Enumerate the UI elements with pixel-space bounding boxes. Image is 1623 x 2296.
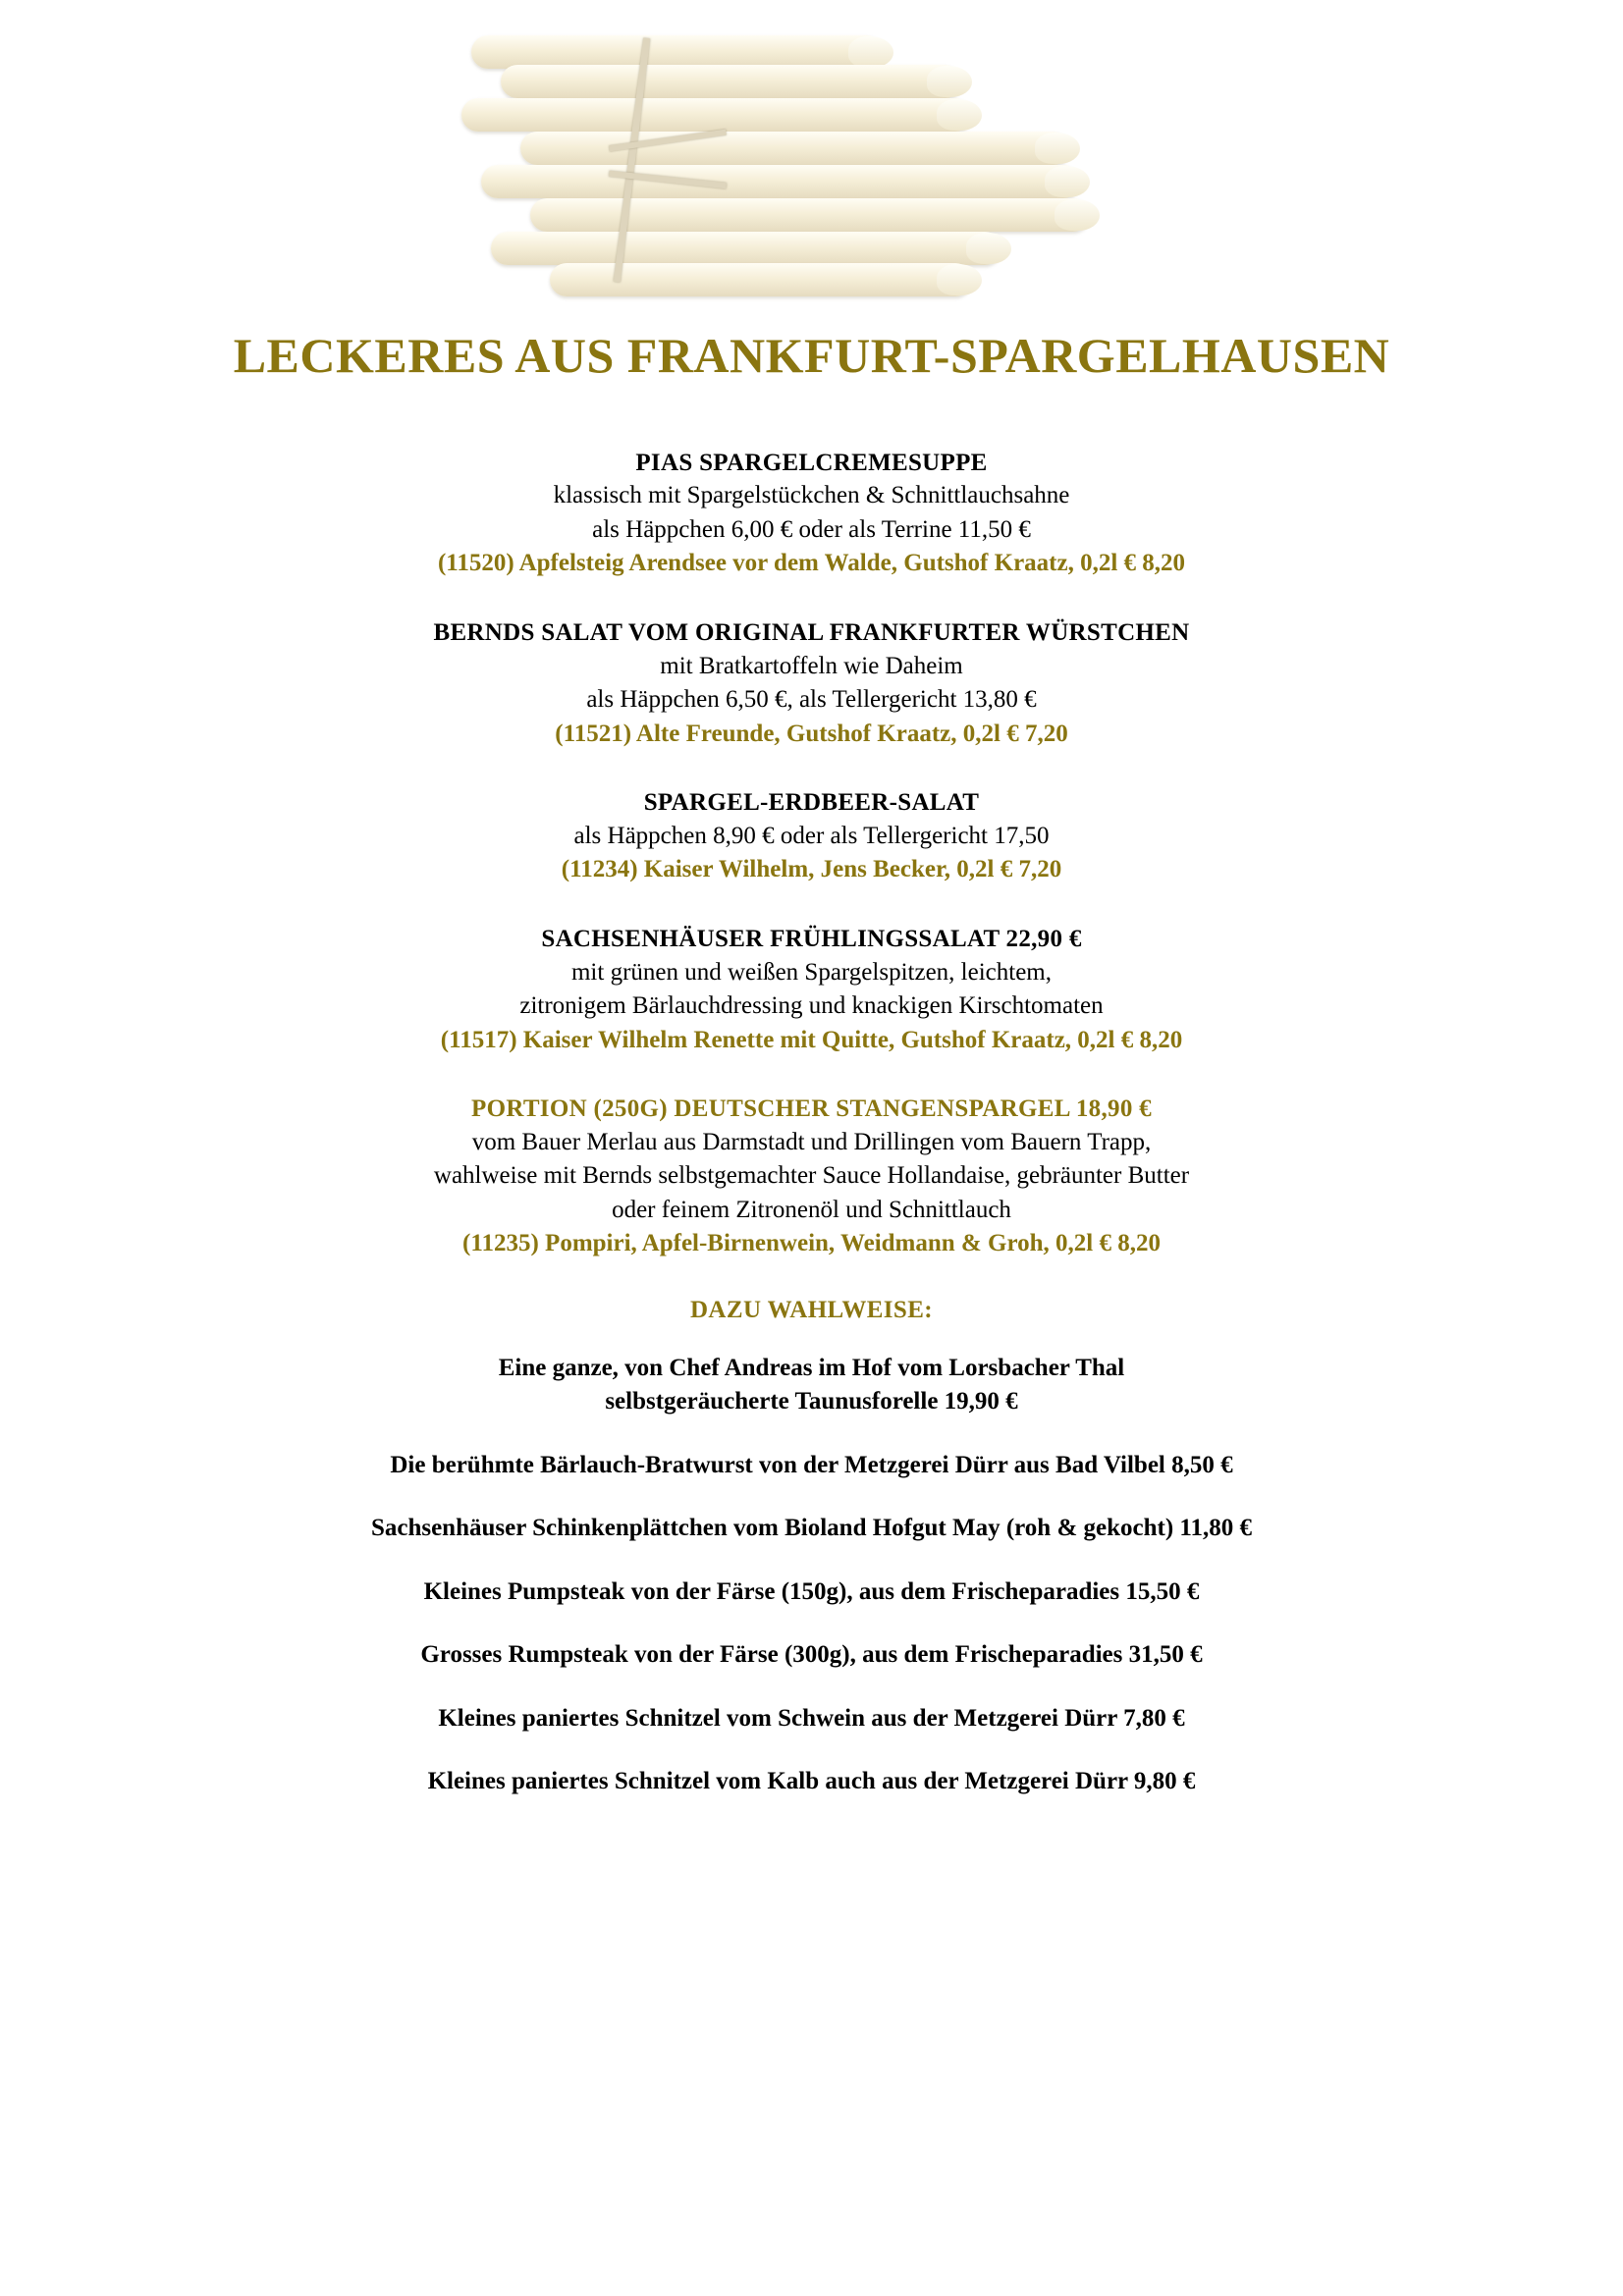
list-item bbox=[118, 1575, 1505, 1610]
side-item-line: Grosses Rumpsteak von der Färse (300g), aus dem Frischeparadies 31,50 € bbox=[420, 1641, 1203, 1669]
menu-item-name: PIAS SPARGELCREMESUPPE bbox=[635, 449, 988, 476]
side-item-line: Kleines paniertes Schnitzel vom Schwein aus der Metzgerei Dürr 7,80 € bbox=[438, 1704, 1185, 1732]
menu-item-wine-pairing: (11520) Apfelsteig Arendsee vor dem Walde, Gutshof Kraatz, 0,2l € 8,20 bbox=[437, 550, 1186, 577]
menu-item bbox=[118, 616, 1505, 751]
side-item-line: Die berühmte Bärlauch-Bratwurst von der Metzgerei Dürr aus Bad Vilbel 8,50 € bbox=[390, 1451, 1233, 1478]
list-item bbox=[118, 1638, 1505, 1673]
menu-item-name: SACHSENHÄUSER FRÜHLINGSSALAT 22,90 € bbox=[541, 925, 1082, 952]
list-item bbox=[118, 1702, 1505, 1736]
side-item-line: selbstgeräucherte Taunusforelle 19,90 € bbox=[605, 1388, 1018, 1415]
menu-item-name: SPARGEL-ERDBEER-SALAT bbox=[643, 789, 980, 816]
menu-item-description-line: zitronigem Bärlauchdressing und knackigen Kirschtomaten bbox=[519, 992, 1104, 1019]
menu-item bbox=[118, 923, 1505, 1057]
menu-item-name: PORTION (250G) DEUTSCHER STANGENSPARGEL 18,90 € bbox=[471, 1095, 1152, 1122]
page-title: LECKERES AUS FRANKFURT-SPARGELHAUSEN bbox=[233, 328, 1390, 383]
menu-item-wine-pairing: (11521) Alte Freunde, Gutshof Kraatz, 0,2l € 7,20 bbox=[555, 720, 1068, 747]
header-image bbox=[0, 0, 1623, 324]
menu-item-wine-pairing: (11517) Kaiser Wilhelm Renette mit Quitte, Gutshof Kraatz, 0,2l € 8,20 bbox=[440, 1026, 1183, 1053]
menu-list bbox=[0, 447, 1623, 1799]
menu-item-name: BERNDS SALAT VOM ORIGINAL FRANKFURTER WÜRSTCHEN bbox=[433, 618, 1190, 646]
menu-item-description-line: klassisch mit Spargelstückchen & Schnittlauchsahne bbox=[553, 482, 1070, 509]
menu-item bbox=[118, 1093, 1505, 1261]
menu-item-price-line: als Häppchen 6,00 € oder als Terrine 11,50 € bbox=[592, 515, 1031, 543]
menu-item-price-line: als Häppchen 6,50 €, als Tellergericht 13,80 € bbox=[586, 686, 1037, 713]
side-item-line: Kleines paniertes Schnitzel vom Kalb auch aus der Metzgerei Dürr 9,80 € bbox=[427, 1768, 1196, 1795]
side-item-line: Kleines Pumpsteak von der Färse (150g), aus dem Frischeparadies 15,50 € bbox=[423, 1577, 1200, 1605]
side-item-line: Sachsenhäuser Schinkenplättchen vom Bioland Hofgut May (roh & gekocht) 11,80 € bbox=[370, 1515, 1253, 1542]
menu-item-wine-pairing: (11235) Pompiri, Apfel-Birnenwein, Weidmann & Groh, 0,2l € 8,20 bbox=[462, 1230, 1161, 1257]
menu-item-description-line: vom Bauer Merlau aus Darmstadt und Drillingen vom Bauern Trapp, bbox=[471, 1128, 1152, 1155]
menu-item-description-line: mit grünen und weißen Spargelspitzen, leichtem, bbox=[570, 958, 1052, 986]
menu-item-description-line: wahlweise mit Bernds selbstgemachter Sauce Hollandaise, gebräunter Butter bbox=[433, 1162, 1190, 1190]
list-item bbox=[118, 1512, 1505, 1546]
menu-item-price-line: als Häppchen 8,90 € oder als Tellergericht 17,50 bbox=[573, 822, 1050, 849]
menu-item-description-line: oder feinem Zitronenöl und Schnittlauch bbox=[612, 1196, 1011, 1223]
list-item bbox=[118, 1449, 1505, 1483]
list-item bbox=[118, 1352, 1505, 1419]
menu-item-description-line: mit Bratkartoffeln wie Daheim bbox=[660, 652, 963, 679]
asparagus-bundle-icon bbox=[461, 29, 1168, 304]
menu-item-wine-pairing: (11234) Kaiser Wilhelm, Jens Becker, 0,2l € 7,20 bbox=[561, 856, 1062, 883]
menu-item bbox=[118, 786, 1505, 887]
menu-item bbox=[118, 447, 1505, 581]
sides-section-heading: DAZU WAHLWEISE: bbox=[689, 1296, 934, 1323]
list-item bbox=[118, 1765, 1505, 1799]
side-item-line: Eine ganze, von Chef Andreas im Hof vom Lorsbacher Thal bbox=[498, 1354, 1125, 1381]
